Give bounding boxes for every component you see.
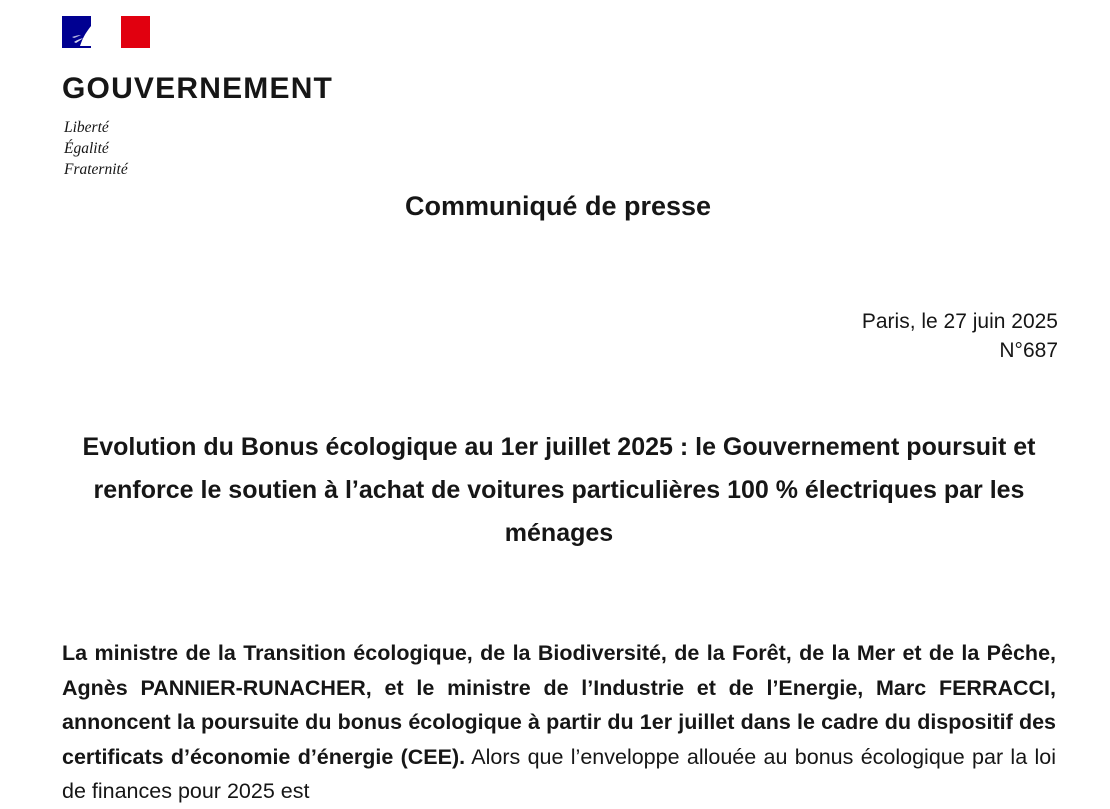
motto-liberte: Liberté [64, 119, 109, 136]
press-release-headline: Evolution du Bonus écologique au 1er juillet 2025 : le Gouvernement poursuit et renforce le soutien à l’achat de voitures particulières 100 % électriques par les ménages [82, 433, 1036, 547]
place-date: Paris, le 27 juin 2025 [861, 310, 1058, 333]
release-number: N°687 [999, 339, 1058, 362]
marianne-flag-icon [62, 16, 150, 48]
dateline [862, 307, 1058, 365]
document-type-title: Communiqué de presse [404, 191, 712, 221]
lead-sentence: La ministre de la Transition écologique, de la Biodiversité, de la Forêt, de la Mer et de la Pêche, Agnès PANNIER-RUNACHER, et le ministre de l’Industrie et de l’Energie, Marc FERRACCI, annoncent la poursuite du bonus écologique à partir du 1er juillet dans le cadre du dispositif des certificats d’économie d’énergie (CEE). [62, 641, 1056, 769]
motto-fraternite: Fraternité [64, 161, 128, 178]
motto-egalite: Égalité [64, 140, 109, 157]
brand-wordmark: GOUVERNEMENT [62, 72, 334, 105]
body-text: Alors que l’enveloppe allouée au bonus écologique par la loi de finances pour 2025 est [62, 744, 1056, 803]
body-paragraph [62, 636, 1056, 809]
republic-motto [64, 117, 128, 180]
